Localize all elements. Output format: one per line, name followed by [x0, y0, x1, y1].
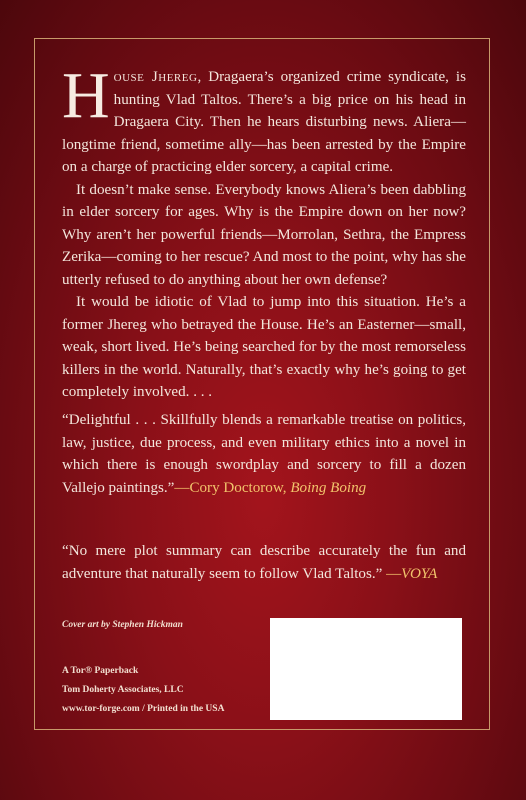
publisher-line-website: www.tor-forge.com / Printed in the USA	[62, 704, 225, 714]
review-publication: Boing Boing	[290, 479, 367, 496]
drop-cap: H	[62, 59, 110, 132]
back-cover-blurb	[62, 59, 466, 404]
publisher-info	[62, 662, 282, 719]
review-quote-doctorow	[62, 409, 466, 499]
review-attribution	[386, 566, 437, 582]
blurb-paragraph-2: It doesn’t make sense. Everybody knows Aliera’s been dabbling in elder sorcery for ages. Why is the Empire down on her now? Why aren’t her powerful friends—Morrolan, Sethra, the Empress Zerika—coming to her rescue? And most to the point, why has she utterly refused to do anything about her own defense?	[62, 181, 466, 288]
publisher-line-company: Tom Doherty Associates, LLC	[62, 685, 184, 695]
reviewer-name: —Cory Doctorow,	[174, 479, 291, 496]
blurb-paragraph-1-text: , Dragaera’s organized crime syndicate, is hunting Vlad Taltos. There’s a big price on his head in Dragaera City. Then he hears disturbing news. Aliera—longtime friend, sometime ally—has been arrested by the Empire on a charge of practicing elder sorcery, a capital crime.	[62, 69, 466, 175]
review-attribution	[174, 480, 366, 496]
blurb-paragraph-1	[62, 59, 466, 179]
blurb-lead-in: ouse Jhereg	[113, 69, 198, 85]
review-quote-text: “No mere plot summary can describe accurately the fun and adventure that naturally seem to follow Vlad Taltos.”	[62, 543, 466, 582]
reviewer-dash: —	[386, 565, 402, 582]
review-quote-voya	[62, 540, 466, 585]
cover-art-credit: Cover art by Stephen Hickman	[62, 620, 183, 630]
publisher-line-imprint: A Tor® Paperback	[62, 666, 139, 676]
review-publication: VOYA	[401, 565, 438, 582]
barcode-area	[270, 618, 462, 720]
review-quote-text: “Delightful . . . Skillfully blends a remarkable treatise on politics, law, justice, due process, and even military ethics into a novel in which there is enough swordplay and sorcery to fill a dozen Vallejo paintings.”	[62, 412, 466, 496]
blurb-paragraph-3: It would be idiotic of Vlad to jump into this situation. He’s a former Jhereg who betrayed the House. He’s an Easterner—small, weak, short lived. He’s being searched for by the most remorseless killers in the world. Naturally, that’s exactly why he’s going to get completely involved. . . .	[62, 294, 466, 400]
